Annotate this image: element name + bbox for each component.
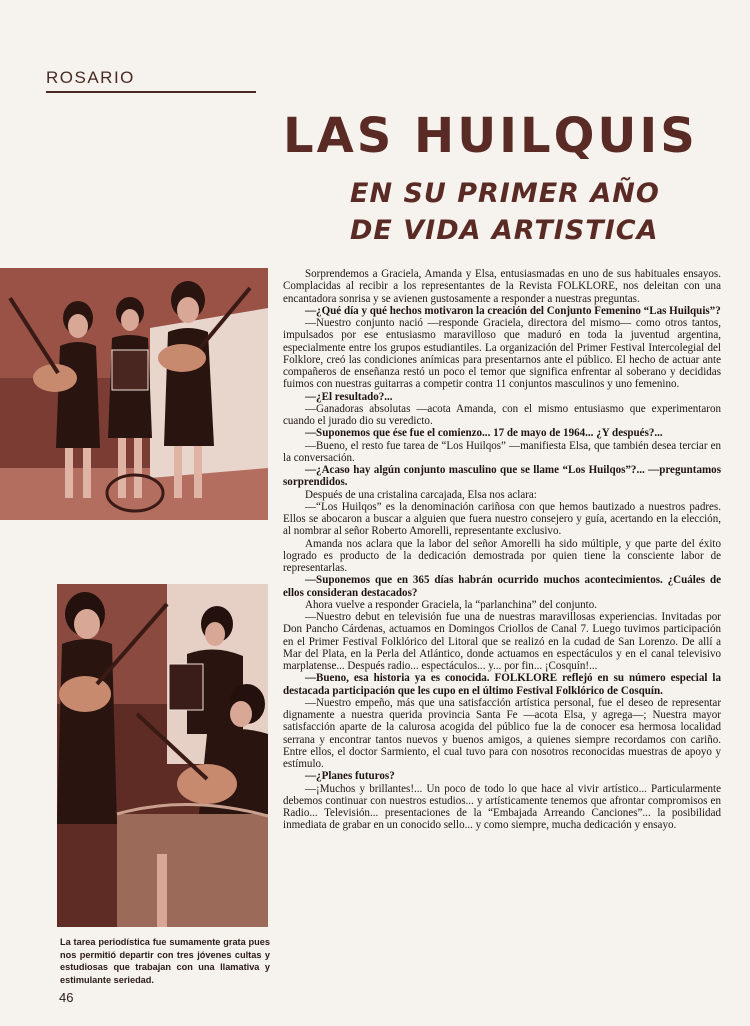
group-photo-seated: [57, 584, 268, 927]
article-answer: —¡Muchos y brillantes!... Un poco de todo lo que hace al vivir artístico... Particularmente debemos continuar con nuestros estudios... y artísticamente tenemos que afrontar compromisos en Radio... Televisión... presentaciones de la “Embajada Arreando Canciones”... la posibilidad inmediata de grabar en un conocido sello... y como siempre, mucha dedicación y ensayo.: [283, 782, 721, 832]
article-question: —¿Qué día y qué hechos motivaron la creación del Conjunto Femenino “Las Huilquis”?: [305, 304, 721, 317]
article-paragraph: Amanda nos aclara que la labor del señor Amorelli ha sido múltiple, y que parte del éxito logrado es producto de la dedicación demostrada por quien tiene la consciente labor de representarlas.: [283, 537, 721, 574]
article-body: [283, 268, 721, 832]
section-label: ROSARIO: [46, 68, 135, 87]
article-question: —¿Planes futuros?: [305, 770, 395, 783]
photo-caption: La tarea periodística fue sumamente grata pues nos permitió departir con tres jóvenes cultas y estudiosas que trabajan con una llamativa y estimulante seriedad.: [60, 937, 270, 985]
group-photo-standing: [0, 268, 268, 520]
article-title: LAS HUILQUIS: [283, 108, 698, 164]
article-subtitle-line2: DE VIDA ARTISTICA: [350, 215, 659, 246]
article-paragraph: Ahora vuelve a responder Graciela, la “parlanchina” del conjunto.: [305, 598, 597, 611]
article-answer: —“Los Huilqos” es la denominación cariñosa con que hemos bautizado a nuestros padres. Ellos se abocaron a buscar a alguien que fuera nuestro consejero y guía, acertando en la elección, al nombrar al señor Roberto Amorelli, representante exclusivo.: [283, 500, 721, 538]
article-paragraph: Después de una cristalina carcajada, Elsa nos aclara:: [305, 488, 537, 501]
article-paragraph: Sorprendemos a Graciela, Amanda y Elsa, entusiasmadas en uno de sus habituales ensayos. Complacidas al recibir a los representantes de la Revista FOLKLORE, nos deleitan con una encantadora sonrisa y se avienen gustosamente a responder a nuestras preguntas.: [283, 268, 721, 305]
article-answer: —Nuestro empeño, más que una satisfacción artística personal, fue el deseo de representar dignamente a nuestra querida provincia Santa Fe —acota Elsa, y agrega—; Nuestra mayor satisfacción aparte de la calurosa acogida del público fue la de conocer esa hermosa localidad serrana y encontrar tantos nuevos y buenos amigos, a quienes siempre recordamos con cariño. Entre ellos, el doctor Sarmiento, el cual tuvo para con nosotros reconocidas muestras de apoyo y estímulo.: [283, 696, 721, 770]
article-subtitle-line1: EN SU PRIMER AÑO: [350, 178, 660, 209]
article-question: —¿Acaso hay algún conjunto masculino que se llame “Los Huilqos”?... —preguntamos sorprendidos.: [283, 464, 721, 489]
article-answer: —Nuestro conjunto nació —responde Graciela, directora del mismo— como otros tantos, impulsados por ese entusiasmo maravilloso que maduró en toda la juventud argentina, especialmente entre los grupos estudiantiles. La organización del Primer Festival Intercolegial del Folklore, creó las condiciones anímicas para presentarnos ante el público. El hecho de actuar ante compañeros de enseñanza restó un poco el temor que significa enfrentar al soberano y decididas fuimos con nuestras guitarras a competir contra 11 conjuntos masculinos y uno femenino.: [283, 317, 721, 391]
article-answer: —Nuestro debut en televisión fue una de nuestras maravillosas experiencias. Invitadas por Don Pancho Cárdenas, actuamos en Domingos Criollos de Canal 7. Luego tuvimos participación en el Primer Festival Folklórico del Litoral que se realizó en la cudad de San Lorenzo. De allí a Mar del Plata, en la Perla del Atlántico, donde actuamos en espectáculos y en el canal televisivo marplatense... Después radio... espectáculos... y... por fin... ¡Cosquín!...: [283, 611, 721, 672]
article-question: —Suponemos que en 365 días habrán ocurrido muchos acontecimientos. ¿Cuáles de ellos consideran destacados?: [283, 574, 721, 599]
article-question: —¿El resultado?...: [305, 390, 393, 403]
article-answer: —Ganadoras absolutas —acota Amanda, con el mismo entusiasmo que experimentaron cuando el jurado dio su veredicto.: [283, 402, 721, 427]
article-question: —Bueno, esa historia ya es conocida. FOLKLORE reflejó en su número especial la destacada participación que les cupo en el último Festival Folklórico de Cosquín.: [283, 672, 721, 697]
article-question: —Suponemos que ése fue el comienzo... 17 de mayo de 1964... ¿Y después?...: [305, 427, 663, 440]
article-answer: —Bueno, el resto fue tarea de “Los Huilqos” —manifiesta Elsa, que también desea terciar en la conversación.: [283, 439, 721, 464]
section-rule: [46, 91, 256, 93]
page-number: 46: [59, 990, 74, 1005]
